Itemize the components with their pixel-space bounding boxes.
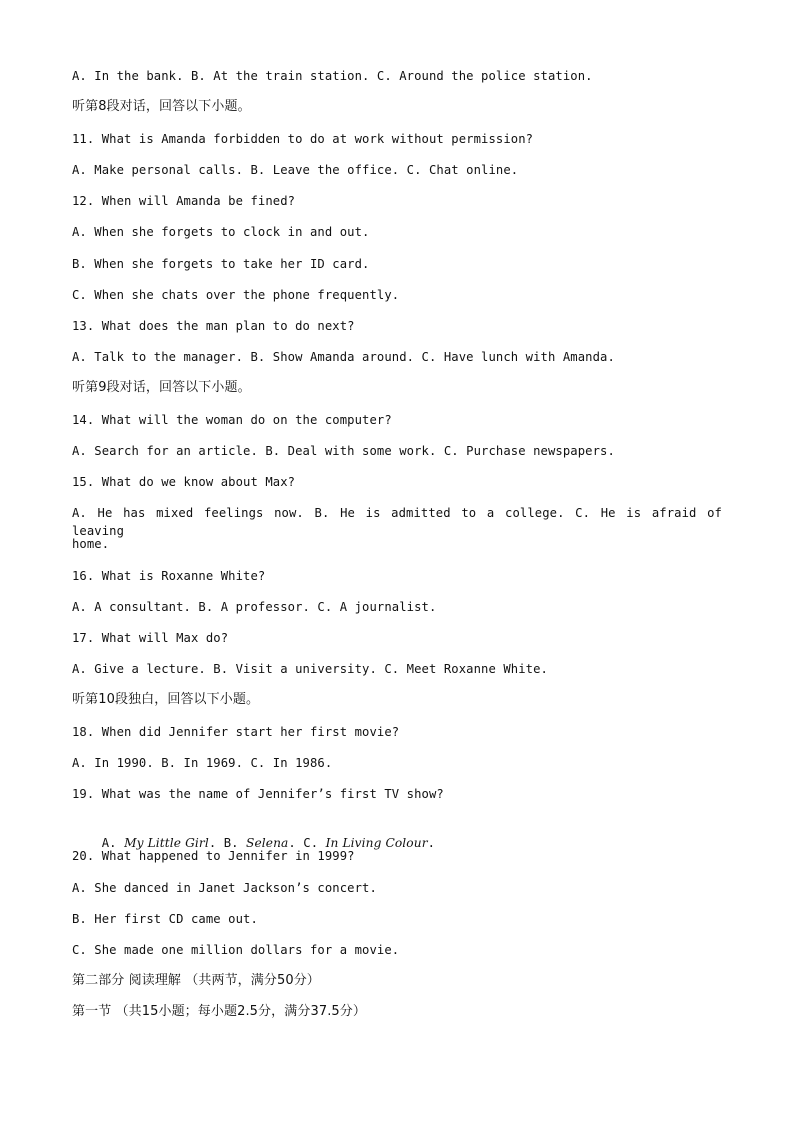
question-11: 11. What is Amanda forbidden to do at work without permission? — [72, 132, 534, 146]
section-instruction-8: 听第8段对话，回答以下小题。 — [72, 99, 251, 114]
q19-option-b-prefix: . B. — [208, 836, 247, 850]
q12-option-c: C. When she chats over the phone frequently. — [72, 288, 400, 302]
section-one-heading: 第一节 （共15小题；每小题2.5分，满分37.5分） — [72, 1004, 366, 1019]
question-19: 19. What was the name of Jennifer’s first TV show? — [72, 787, 444, 801]
question-18: 18. When did Jennifer start her first movie? — [72, 725, 400, 739]
q19-option-c-title: In Living Colour — [325, 836, 428, 850]
question-15: 15. What do we know about Max? — [72, 475, 296, 489]
question-16: 16. What is Roxanne White? — [72, 569, 266, 583]
section-instruction-10: 听第10段独白，回答以下小题。 — [72, 692, 260, 707]
q12-option-b: B. When she forgets to take her ID card. — [72, 257, 370, 271]
q20-option-c: C. She made one million dollars for a movie. — [72, 943, 400, 957]
q19-end: . — [427, 836, 436, 850]
q19-option-a-title: My Little Girl — [124, 836, 209, 850]
q16-options: A. A consultant. B. A professor. C. A journalist. — [72, 600, 437, 614]
section-instruction-9: 听第9段对话，回答以下小题。 — [72, 380, 251, 395]
q20-option-b: B. Her first CD came out. — [72, 912, 258, 926]
q12-option-a: A. When she forgets to clock in and out. — [72, 225, 370, 239]
question-17: 17. What will Max do? — [72, 631, 229, 645]
q13-options: A. Talk to the manager. B. Show Amanda around. C. Have lunch with Amanda. — [72, 350, 615, 364]
q15-options-continued: home. — [72, 537, 110, 551]
q14-options: A. Search for an article. B. Deal with some work. C. Purchase newspapers. — [72, 444, 615, 458]
q19-option-c-prefix: . C. — [288, 836, 326, 850]
q18-options: A. In 1990. B. In 1969. C. In 1986. — [72, 756, 333, 770]
question-20: 20. What happened to Jennifer in 1999? — [72, 849, 355, 863]
question-14: 14. What will the woman do on the computer? — [72, 413, 392, 427]
q10-options: A. In the bank. B. At the train station. C. Around the police station. — [72, 69, 593, 83]
q20-option-a: A. She danced in Janet Jackson’s concert. — [72, 881, 377, 895]
question-13: 13. What does the man plan to do next? — [72, 319, 355, 333]
q19-option-a-prefix: A. — [101, 836, 125, 850]
q11-options: A. Make personal calls. B. Leave the office. C. Chat online. — [72, 163, 519, 177]
question-12: 12. When will Amanda be fined? — [72, 194, 296, 208]
part-two-heading: 第二部分 阅读理解 （共两节，满分50分） — [72, 973, 320, 988]
q15-options: A. He has mixed feelings now. B. He is admitted to a college. C. He is afraid of leaving — [72, 506, 722, 538]
q19-option-b-title: Selena — [246, 836, 289, 850]
q17-options: A. Give a lecture. B. Visit a university. C. Meet Roxanne White. — [72, 662, 548, 676]
